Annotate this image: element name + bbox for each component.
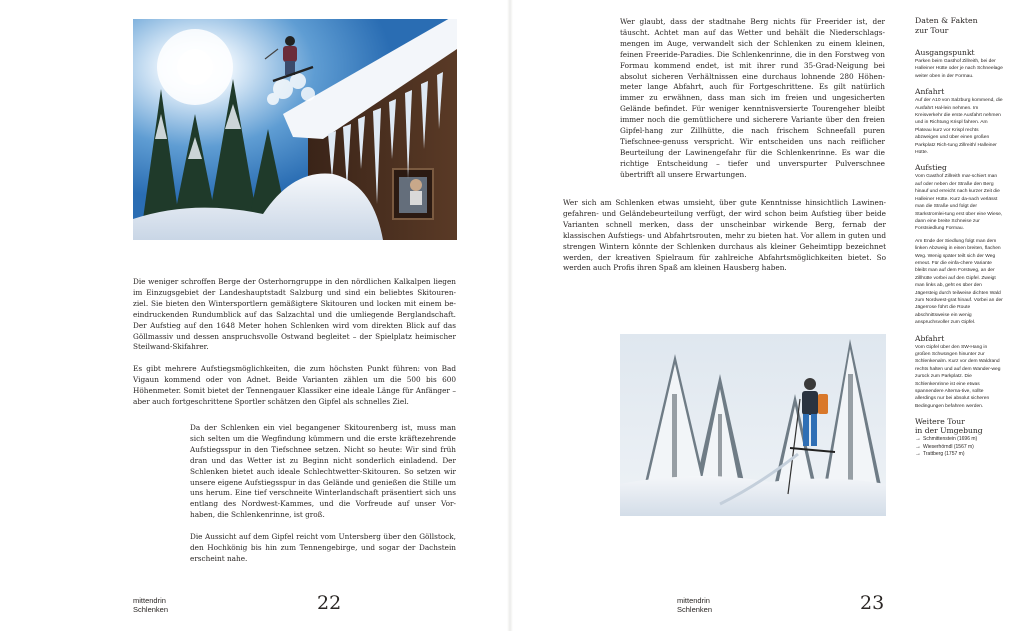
paragraph: Da der Schlenken ein viel begangener Skitourenberg ist, muss man sich selten um die Wegfindung kümmern und die erste kräftezehrende Aufstiegsspur in den Tiefschnee setzen. Nicht so heute: Wir sind früh dran und das Wetter ist zu Beginn nicht sonderlich einladend. Der Schlenken bietet auch ideale Schlechtwetter-Skitouren. So setzen wir unsere eigene Aufstiegsspur in das Gelände und genießen die Stille um uns herum. Eine tief verschneite Winterlandschaft präsentiert sich uns entlang des Nordwest-Kammes, und die Vorfreude auf unser Vor-haben, die Schlenkenrinne, ist groß. (190, 423, 456, 520)
page-number: 22 (317, 592, 342, 614)
right-upper-text (620, 17, 885, 181)
footer-label (133, 596, 168, 614)
tour-label: Trattberg (1757 m) (923, 451, 965, 458)
list-item (915, 436, 1003, 444)
paragraph: Die weniger schroffen Berge der Osterhorngruppe in den nördlichen Kalkalpen liegen im Einzugsgebiet der Landeshauptstadt Salzburg und sind ein beliebtes Skitouren-ziel. Sie bieten den Wintersportlern gemäßigtere Skitouren und locken mit einem be-eindruckenden Rundumblick auf das Salzachtal und die umliegende Berglandschaft. Der Aufstieg auf den 1648 Meter hohen Schlenken wird vom direkten Blick auf das Göllmassiv und dessen anspruchsvolle Ostwand begleitet – der Spielplatz heimischer Steilwand-Skifahrer. (133, 277, 456, 352)
footer-section: Schlenken (133, 605, 169, 614)
left-main-text (133, 277, 456, 408)
footer-magazine: mittendrin (133, 596, 166, 605)
paragraph: Die Aussicht auf dem Gipfel reicht vom Untersberg über den Göllstock, den Hochkönig bis hin zum Tennengebirge, und sogar der Dachstein erscheint nahe. (190, 532, 456, 563)
fact-text: Auf der A10 von Salzburg kommend, die Ausfahrt Hal-lein nehmen. Im Kreisverkehr die erste Ausfahrt nehmen und in Richtung Krispl fahren. Am Plateau kurz vor Krispl rechts abzweigen und über einen großen Parkplatz Rich-tung Zillreith/ Halleiner Hütte. (915, 98, 1003, 156)
arrow-right-icon: → (915, 443, 921, 450)
fact-text: Vom Gasthof Zillreith mar-schiert man auf oder neben der Straße den Berg hinauf und erreicht nach kurzer Zeit die Halleiner Hütte. Kurz da-nach verlässt man die Straße und folgt der Starkstromlei-tung erst über eine Wiese, dann eine breite Schneise zur Forstsiedlung Formau. (915, 174, 1003, 232)
fact-heading: Aufstieg (915, 163, 947, 173)
facts-sidebar (915, 16, 1003, 466)
paragraph: Es gibt mehrere Aufstiegsmöglichkeiten, die zum höchsten Punkt führen: von Bad Vigaun kommend oder von Adnet. Beide Varianten zählen um die 500 bis 600 Höhenmeter. Somit bietet der Tennengauer Klassiker eine ideale Länge für Anfänger – aber auch fortgeschrittene Sportler schätzen den Gipfel als schnelles Ziel. (133, 364, 456, 406)
fact-heading: Anfahrt (915, 87, 945, 97)
arrow-right-icon: → (915, 436, 921, 443)
paragraph: Wer glaubt, dass der stadtnahe Berg nichts für Freerider ist, der täuscht. Achtet man auf das Wetter und behält die Niederschlags-mengen im Auge, verwandelt sich der Schlenken zu einem kleinen, feinen Freeride-Paradies. Die Schlenkenrinne, die in den Forstweg von Formau kommend endet, ist mit ihrer rund 35-Grad-Neigung bei absolut sicheren Verhältnissen eine durchaus lohnende 280 Höhen-meter lange Abfahrt, auch für Fortgeschrittene. Es gilt natürlich immer zu erwähnen, dass man sich im freien und ungesicherten Gelände befindet. Für weniger kenntnisversierte Tourengeher bleibt immer noch die gemütlichere und sicherere Variante über den freien Gipfel-hang zur Zillhütte, die nach frischem Schneefall puren Tiefschnee-genuss verspricht. Wir entscheiden uns nach reiflicher Beurteilung der Lawinengefahr für die Schlenkenrinne. Es war die richtige Entscheidung – tiefer und unverspurter Pulverschnee übertrifft all unsere Erwartungen. (620, 17, 885, 179)
fact-aufstieg (915, 163, 1003, 326)
footer-magazine: mittendrin (677, 596, 710, 605)
fact-heading: Ausgangspunkt (915, 48, 975, 57)
ski-tourer-photo (620, 334, 886, 516)
arrow-right-icon: → (915, 451, 921, 458)
footer-label (677, 596, 712, 614)
fact-heading: Abfahrt (915, 333, 945, 343)
tour-label: Schmittenstein (1696 m) (923, 436, 978, 443)
left-indented-text (190, 423, 456, 565)
ski-tourer-image (620, 334, 886, 516)
list-item (915, 444, 1003, 452)
fact-text: Am Ende der Siedlung folgt man dem linken Abzweig in einen breiten, flachen Weg. Wenig später teilt sich der Weg erneut. Für die einfa-chere Variante bleibt man auf dem Forstweg, an der Zillhütte vorbei auf den Gipfel. Zweigt man links ab, geht es über den Jägersteig durch teilweise dichten Wald zum Nordwest-grat hinauf. Vorbei an der Jägerrose führt die Route abschnittsweise ein wenig anspruchsvoller zum Gipfel. (915, 238, 1003, 326)
right-page (510, 0, 1020, 631)
fact-text: Vom Gipfel über den SW-Hang in großen Schwüngen hinunter zur Schlenkenalm. Kurz vor dem Waldrand rechts halten und auf dem Wander-weg zurück zum Parkplatz. Die Schlenkenrinne ist eine etwas spannendere Alterna-tive, sollte allerdings nur bei absolut sicheren Bedingungen befahren werden. (915, 344, 1001, 409)
fact-anfahrt (915, 87, 1003, 156)
right-wide-text (563, 198, 886, 274)
skier-jump-photo (133, 19, 457, 240)
fact-abfahrt (915, 334, 1003, 411)
paragraph: Wer sich am Schlenken etwas umsieht, über gute Kenntnisse hinsichtlich Lawinen-gefahren- und Geländebeurteilung verfügt, der wird schon beim Aufstieg über beide Varianten schnell merken, dass der unscheinbar wirkende Berg, fernab der klassischen Aufstiegs- und Abfahrtsrouten, mehr zu bieten hat. Vor allem in guten und strengen Wintern könnte der Schlenken durchaus als kleiner Geheimtipp bezeichnet werden, der kreativen Spielraum für zahlreiche Abfahrtsmöglichkeiten bietet. So werden auch Profis ihren Spaß am kleinen Hausberg haben. (563, 198, 886, 273)
footer-section: Schlenken (677, 605, 713, 614)
further-tours-list (915, 436, 1003, 459)
fact-text: Parken beim Gasthof Zillreith, bei der Halleiner Hütte oder je nach Schneelage weiter oben in der Formau. (915, 59, 1003, 79)
list-item (915, 451, 1003, 459)
further-tours-heading: Weitere Tour in der Umgebung (915, 417, 983, 436)
page-number: 23 (860, 592, 885, 614)
fact-ausgangspunkt (915, 48, 1003, 80)
tour-label: Wieserhörndl (1567 m) (923, 443, 974, 450)
skier-jump-image (133, 19, 457, 240)
further-tours (915, 417, 1003, 459)
sidebar-title: Daten & Fakten zur Tour (915, 16, 978, 35)
